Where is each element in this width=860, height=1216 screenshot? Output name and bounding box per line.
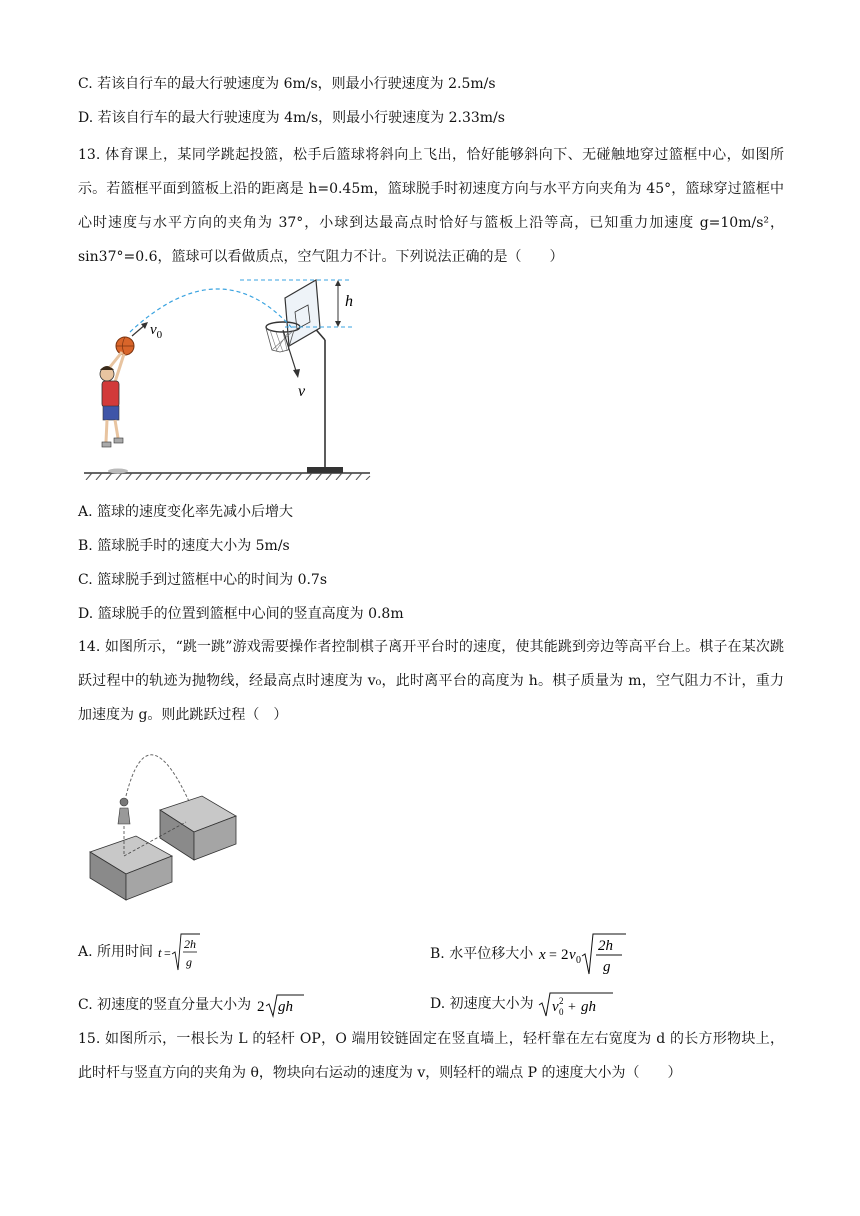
- svg-text:2h: 2h: [184, 937, 197, 951]
- q13-basketball-figure: [80, 270, 380, 480]
- q12-option-d: D. 若该自行车的最大行驶速度为 4m/s，则最小行驶速度为 2.33m/s: [78, 110, 505, 126]
- q14-option-c-text: C. 初速度的竖直分量大小为: [78, 997, 252, 1013]
- q14-option-d-text: D. 初速度大小为: [430, 996, 534, 1012]
- svg-text:=: =: [548, 948, 557, 963]
- svg-text:2h: 2h: [597, 938, 613, 954]
- q13-stem: 13. 体育课上，某同学跳起投篮，松手后篮球将斜向上飞出，恰好能够斜向下、无碰触地穿过篮框中心，如图所示。若篮框平面到篮板上沿的距离是 h=0.45m，篮球脱手时初速度方向与水平方向夹角为 45°，篮球穿过篮框中心时速度与水平方向的夹角为 37°，小球到达最高点时恰好与篮板上沿等高，已知重力加速度 g=10m/s²，sin37°=0.6，篮球可以看做质点，空气阻力不计。下列说法正确的是（ ）: [78, 147, 784, 265]
- q13-option-b: B. 篮球脱手时的速度大小为 5m/s: [78, 538, 290, 554]
- q14-option-b-formula: [538, 930, 628, 978]
- svg-text:2: 2: [560, 947, 569, 963]
- svg-text:2: 2: [256, 999, 265, 1015]
- player-figure: [100, 352, 128, 474]
- svg-text:g: g: [186, 955, 193, 969]
- svg-text:+: +: [568, 1000, 576, 1015]
- label-h: h: [345, 293, 353, 310]
- q14-option-c: [78, 992, 306, 1018]
- q13-option-d: D. 篮球脱手的位置到篮框中心间的竖直高度为 0.8m: [78, 606, 404, 622]
- svg-text:gh: gh: [581, 999, 597, 1015]
- svg-text:v: v: [568, 947, 576, 963]
- q14-option-a-text: A. 所用时间: [78, 944, 154, 960]
- chess-piece: [118, 798, 130, 824]
- backboard: [285, 280, 320, 346]
- svg-text:v: v: [552, 999, 559, 1015]
- stand-base: [307, 467, 343, 473]
- q14-stem: 14. 如图所示，“跳一跳”游戏需要操作者控制棋子离开平台时的速度，使其能跳到旁边等高平台上。棋子在某次跳跃过程中的轨迹为抛物线，经最高点时速度为 v₀，此时离平台的高度为 h。棋子质量为 m，空气阻力不计，重力加速度为 g。则此跳跃过程（ ）: [78, 639, 784, 723]
- q14-option-d: [430, 990, 614, 1018]
- svg-text:0: 0: [559, 1007, 564, 1017]
- svg-text:0: 0: [575, 955, 581, 966]
- q14-option-c-formula: [256, 992, 306, 1018]
- q12-option-c: C. 若该自行车的最大行驶速度为 6m/s，则最小行驶速度为 2.5m/s: [78, 76, 496, 92]
- q13-option-a: A. 篮球的速度变化率先减小后增大: [78, 504, 294, 520]
- q14-option-a-formula: [157, 930, 201, 974]
- q14-option-b-text: B. 水平位移大小: [430, 946, 534, 962]
- q14-option-b: [430, 930, 628, 978]
- jump-trajectory: [126, 755, 192, 808]
- svg-text:g: g: [602, 959, 611, 975]
- label-v0: $v_0$: [150, 322, 163, 341]
- svg-text:=: =: [164, 946, 172, 960]
- svg-text:t: t: [158, 945, 163, 960]
- svg-text:gh: gh: [277, 999, 293, 1015]
- svg-text:x: x: [538, 947, 546, 963]
- q14-option-d-formula: [538, 990, 614, 1018]
- q15-stem: 15. 如图所示，一根长为 L 的轻杆 OP，O 端用铰链固定在竖直墙上，轻杆靠在左右宽度为 d 的长方形物块上，此时杆与竖直方向的夹角为 θ，物块向右运动的速度为 v，则轻杆的端点 P 的速度大小为（ ）: [78, 1031, 784, 1081]
- svg-text:2: 2: [559, 996, 564, 1006]
- label-v: v: [298, 383, 306, 400]
- q14-jump-figure: [86, 738, 246, 904]
- q14-option-a: [78, 930, 201, 974]
- ground-hatch: [86, 473, 370, 480]
- q13-option-c: C. 篮球脱手到过篮框中心的时间为 0.7s: [78, 572, 328, 588]
